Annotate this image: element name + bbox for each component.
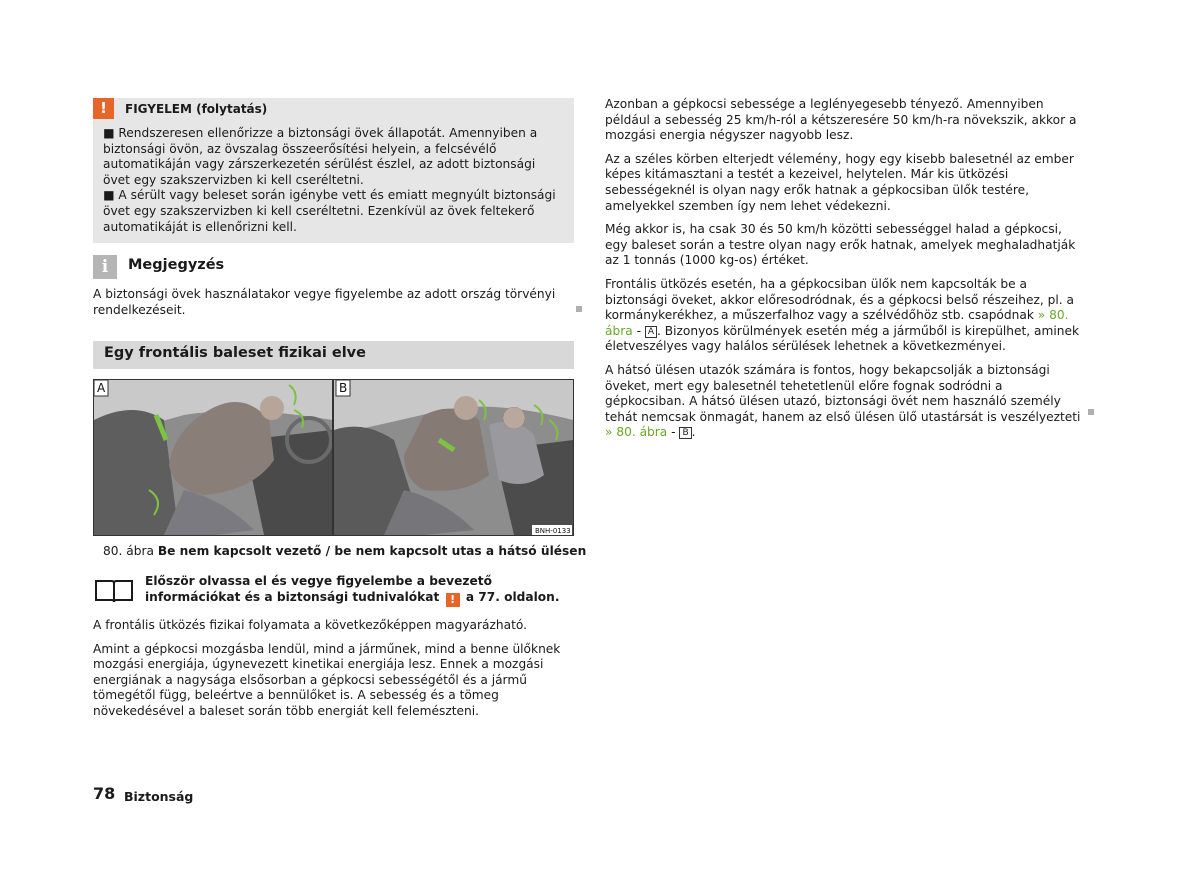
caption-text: Be nem kapcsolt vezető / be nem kapcsolt utas a hátsó ülésen bbox=[157, 544, 587, 558]
paragraph: Még akkor is, ha csak 30 és 50 km/h közötti sebességgel halad a gépkocsi, egy baleset során a testre olyan nagy erők hatnak, amelyek meghaladhatják az 1 tonnás (1000 kg-os) értéket. bbox=[605, 222, 1076, 268]
paragraph: Amint a gépkocsi mozgásba lendül, mind a járműnek, mind a benne ülőknek mozgási energiája, úgynevezett kinetikai energiája lesz. Ennek a mozgási energiának a nagysága elsősorban a gépkocsi sebességétől és a jármű tömegétől függ, beleértve a bennülőket is. A sebesség és a tömeg növekedésével a baleset során több energiát kell felemészteni. bbox=[93, 641, 561, 718]
crash-illustration bbox=[94, 380, 573, 535]
paragraph: Az a széles körben elterjedt vélemény, hogy egy kisebb balesetnél az ember képes kitámasztani a testét a kezeivel, helytelen. Már kis ütközési sebességeknél is olyan nagy erők hatnak a gépkocsiban ülők testére, amelyekkel szemben így nem lehet védekezni. bbox=[605, 151, 1074, 213]
warning-body bbox=[103, 126, 565, 235]
figure-link[interactable]: » 80. ábra bbox=[605, 308, 1069, 338]
page-number: 78 bbox=[93, 784, 116, 803]
figure-80 bbox=[93, 379, 574, 536]
figure-caption bbox=[103, 544, 586, 560]
paragraph: Azonban a gépkocsi sebessége a leglényegesebb tényező. Amennyiben például a sebesség 25 km/h-ról a kétszeresére 50 km/h-ra növekszik, akkor a mozgási energia négyszer nagyobb lesz. bbox=[605, 97, 1077, 143]
paragraph: Frontális ütközés esetén, ha a gépkocsiban ülők nem kapcsolták be a biztonsági öveket, akkor előresodródnak, és a gépkocsi belső részeihez, pl. a kormánykerékhez, a műszerfalhoz vagy a szélvédőhöz stb. csapódnak » 80. ábra - A . Bizonyos körülmények esetén még a járműből is kirepülhet, aminek életveszélyes vagy halálos sérülések lehetnek a következményei. bbox=[605, 276, 1080, 354]
footer-section: Biztonság bbox=[124, 789, 194, 804]
label-a: A bbox=[97, 381, 106, 395]
section-title: Egy frontális baleset fizikai elve bbox=[104, 345, 366, 361]
info-icon: i bbox=[93, 255, 117, 279]
right-column bbox=[605, 97, 1083, 449]
label-b: B bbox=[339, 381, 348, 395]
caption-number: 80. ábra bbox=[103, 544, 154, 558]
figure-part-box: A bbox=[645, 326, 657, 338]
warning-item: ■ Rendszeresen ellenőrizze a biztonsági övek állapotát. Amennyiben a biztonsági övön, az övszalag összeerősítési helyein, a felcsévélő automatikáján vagy zárszerkezetén sérülést észlel, az adott biztonsági övet egy szakszervizben ki kell cseréltetni. bbox=[103, 126, 538, 187]
paragraph: A hátsó ülésen utazók számára is fontos, hogy bekapcsolják a biztonsági öveket, mert egy balesetnél tehetetlenül előre fognak sodródni a gépkocsiban. A hátsó ülésen utazó, biztonsági övét nem használó személy tehát nemcsak önmagát, hanem az első ülésen ülő utastársát is veszélyezteti » 80. ábra - B . bbox=[605, 362, 1081, 440]
paragraph: A frontális ütközés fizikai folyamata a következőképpen magyarázható. bbox=[93, 618, 527, 632]
section-end-marker bbox=[576, 306, 582, 312]
panel-a bbox=[94, 380, 332, 535]
warning-title: FIGYELEM (folytatás) bbox=[125, 102, 268, 116]
figure-code: BNH-0133 bbox=[535, 527, 571, 535]
warning-item: ■ A sérült vagy beleset során igénybe vett és emiatt megnyúlt biztonsági övet egy szakszervizben ki kell cseréltetni. Ezenkívül az övek feltekerő automatikáját is ellenőrizni kell. bbox=[103, 188, 556, 234]
panel-b bbox=[334, 380, 573, 535]
figure-part-box: B bbox=[679, 427, 691, 439]
figure-link[interactable]: » 80. ábra bbox=[605, 425, 668, 440]
read-first-notice: Először olvassa el és vegye figyelembe a bevezető információkat és a biztonsági tudnivalókat ! a 77. oldalon. bbox=[145, 574, 560, 606]
left-body bbox=[93, 618, 571, 728]
warning-icon: ! bbox=[446, 593, 460, 607]
warning-icon: ! bbox=[93, 98, 114, 119]
note-text: A biztonsági övek használatakor vegye figyelembe az adott ország törvényi rendelkezéseit. bbox=[93, 287, 556, 317]
section-end-marker bbox=[1088, 409, 1094, 415]
book-icon bbox=[94, 578, 134, 604]
note-title: Megjegyzés bbox=[128, 257, 225, 273]
